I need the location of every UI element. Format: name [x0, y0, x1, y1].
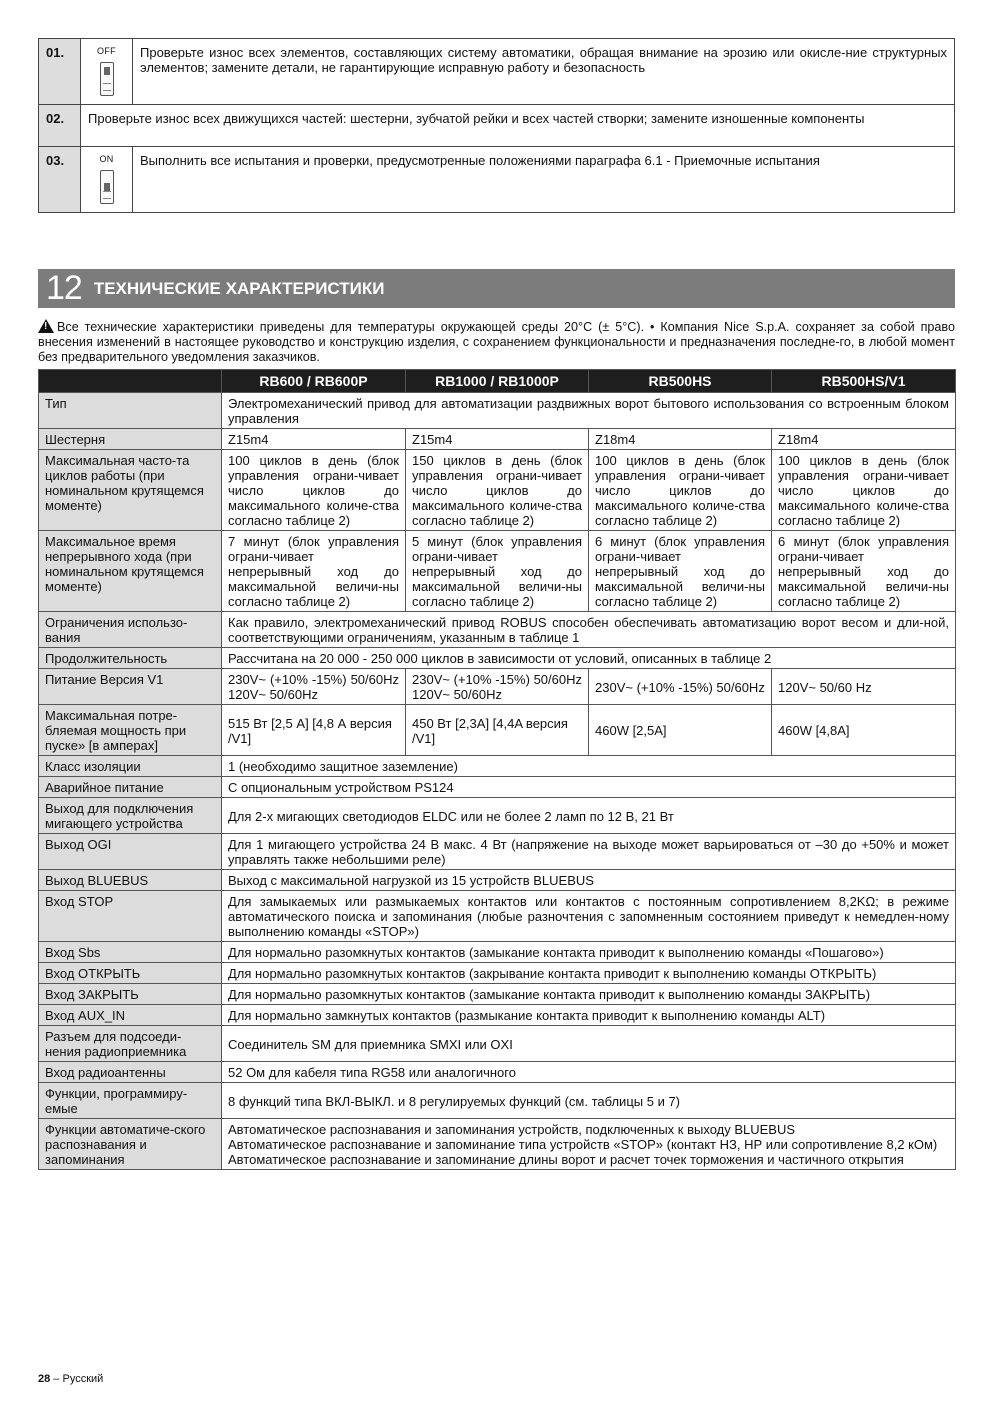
spec-row-aux	[39, 1005, 956, 1026]
spec-row-gear	[39, 429, 956, 450]
spec-value: 8 функций типа ВКЛ-ВЫКЛ. и 8 регулируемых функций (см. таблицы 5 и 7)	[222, 1083, 956, 1119]
spec-row-consumption	[39, 705, 956, 756]
spec-value: 7 минут (блок управления ограни-чивает непрерывный ход до максимальной величи-ны согласно таблице 2)	[222, 531, 406, 612]
spec-value: Для нормально замкнутых контактов (размыкание контакта приводит к выполнению команды ALT)	[222, 1005, 956, 1026]
header-model: RB500HS	[589, 370, 772, 393]
step-row	[39, 147, 955, 213]
spec-label: Вход ОТКРЫТЬ	[39, 963, 222, 984]
spec-row-radio	[39, 1026, 956, 1062]
spec-value: 100 циклов в день (блок управления ограни-чивает число циклов до максимального количе-ства согласно таблице 2)	[222, 450, 406, 531]
spec-row-ogi	[39, 834, 956, 870]
spec-label: Максимальная часто-та циклов работы (при номинальном крутящемся моменте)	[39, 450, 222, 531]
specifications-table	[38, 369, 956, 1170]
spec-row-sbs	[39, 942, 956, 963]
step-text: Проверьте износ всех движущихся частей: шестерни, зубчатой рейки и всех частей створки; замените изношенные компоненты	[81, 105, 955, 147]
spec-row-insulation	[39, 756, 956, 777]
spec-value: Z15m4	[406, 429, 589, 450]
spec-value: 120V~ 50/60 Hz	[772, 669, 956, 705]
spec-label: Максимальная потре-бляемая мощность при пуске» [в амперах]	[39, 705, 222, 756]
spec-value: 6 минут (блок управления ограни-чивает непрерывный ход до максимальной величи-ны согласно таблице 2)	[772, 531, 956, 612]
step-number: 01.	[39, 39, 81, 105]
spec-label: Шестерня	[39, 429, 222, 450]
spec-row-stop	[39, 891, 956, 942]
section-heading	[38, 269, 955, 308]
spec-value: Для нормально разомкнутых контактов (замыкание контакта приводит к выполнению команды ЗАКРЫТЬ)	[222, 984, 956, 1005]
spec-value: 5 минут (блок управления ограни-чивает непрерывный ход до максимальной величи-ны согласно таблице 2)	[406, 531, 589, 612]
spec-row-frequency	[39, 450, 956, 531]
step-row	[39, 39, 955, 105]
step-text: Проверьте износ всех элементов, составляющих систему автоматики, обращая внимание на эрозию или окисле-ние структурных элементов; замените детали, не гарантирующие исправную работу и безопасность	[133, 39, 955, 105]
spec-row-antenna	[39, 1062, 956, 1083]
spec-value: Соединитель SM для приемника SMXI или OXI	[222, 1026, 956, 1062]
spec-value: Рассчитана на 20 000 - 250 000 циклов в зависимости от условий, описанных в таблице 2	[222, 648, 956, 669]
spec-label: Аварийное питание	[39, 777, 222, 798]
spec-value: 1 (необходимо защитное заземление)	[222, 756, 956, 777]
spec-label: Разъем для подсоеди-нения радиоприемника	[39, 1026, 222, 1062]
spec-row-power	[39, 669, 956, 705]
spec-label: Выход OGI	[39, 834, 222, 870]
spec-value: Z18m4	[772, 429, 956, 450]
spec-value: Для 1 мигающего устройства 24 В макс. 4 Вт (напряжение на выходе может варьироваться от –30 до +50% и может управлять также небольшими реле)	[222, 834, 956, 870]
footer-separator: –	[50, 1373, 63, 1385]
header-model: RB600 / RB600P	[222, 370, 406, 393]
spec-value	[222, 1119, 956, 1170]
spec-value: Для 2-х мигающих светодиодов ELDC или не более 2 ламп по 12 В, 21 Вт	[222, 798, 956, 834]
spec-value-line: Автоматическое распознавания и запоминания устройств, подключенных к выходу BLUEBUS	[228, 1122, 796, 1137]
spec-label: Максимальное время непрерывного хода (при номинальном крутящемся моменте)	[39, 531, 222, 612]
section-number: 12	[46, 269, 82, 307]
spec-value: 6 минут (блок управления ограни-чивает непрерывный ход до максимальной величи-ны согласно таблице 2)	[589, 531, 772, 612]
page-footer	[38, 1373, 103, 1385]
step-number: 03.	[39, 147, 81, 213]
spec-row-auto	[39, 1119, 956, 1170]
spec-row-open	[39, 963, 956, 984]
spec-value: Z15m4	[222, 429, 406, 450]
spec-label: Функции автоматиче-ского распознавания и запоминания	[39, 1119, 222, 1170]
spec-value-line: Автоматическое распознавание и запоминание типа устройств «STOP» (контакт НЗ, НР или сопротивление 8,2 кОм)	[228, 1137, 938, 1152]
spec-row-continuous	[39, 531, 956, 612]
spec-value: Для замыкаемых или размыкаемых контактов или контактов с постоянным сопротивлением 8,2KΩ; в режиме автоматического поиска и запоминания (любые разночтения с запомненным состоянием приведут к немедлен-ному выполнению команды «STOP»)	[222, 891, 956, 942]
maintenance-steps-table	[38, 38, 955, 213]
spec-value: 460W [4,8A]	[772, 705, 956, 756]
switch-off-icon	[81, 39, 133, 105]
spec-row-emergency	[39, 777, 956, 798]
step-text: Выполнить все испытания и проверки, предусмотренные положениями параграфа 6.1 - Приемочные испытания	[133, 147, 955, 213]
spec-value: Z18m4	[589, 429, 772, 450]
spec-label: Вход радиоантенны	[39, 1062, 222, 1083]
step-row	[39, 105, 955, 147]
switch-label: ON	[99, 154, 114, 164]
header-empty	[39, 370, 222, 393]
switch-on-icon	[81, 147, 133, 213]
spec-label: Вход Sbs	[39, 942, 222, 963]
spec-row-duration	[39, 648, 956, 669]
spec-row-bluebus	[39, 870, 956, 891]
warning-icon	[38, 319, 54, 333]
spec-value: 230V~ (+10% -15%) 50/60Hz 120V~ 50/60Hz	[406, 669, 589, 705]
temperature-note	[38, 319, 955, 365]
spec-value: 460W [2,5A]	[589, 705, 772, 756]
spec-value: Электромеханический привод для автоматизации раздвижных ворот бытового использования со встроенным блоком управления	[222, 393, 956, 429]
spec-value: Выход с максимальной нагрузкой из 15 устройств BLUEBUS	[222, 870, 956, 891]
footer-language: Русский	[62, 1373, 104, 1385]
switch-label: OFF	[97, 46, 116, 56]
spec-value-line: Автоматическое распознавание и запоминание длины ворот и расчет точек торможения и частичного открытия	[228, 1152, 904, 1167]
spec-label: Выход для подключения мигающего устройства	[39, 798, 222, 834]
spec-label: Вход STOP	[39, 891, 222, 942]
spec-label: Класс изоляции	[39, 756, 222, 777]
spec-row-limits	[39, 612, 956, 648]
breaker-icon	[100, 62, 114, 96]
spec-label: Ограничения использо-вания	[39, 612, 222, 648]
spec-label: Функции, программиру-емые	[39, 1083, 222, 1119]
spec-row-type	[39, 393, 956, 429]
spec-value: Для нормально разомкнутых контактов (закрывание контакта приводит к выполнению команды ОТКРЫТЬ)	[222, 963, 956, 984]
spec-label: Питание Версия V1	[39, 669, 222, 705]
header-model: RB500HS/V1	[772, 370, 956, 393]
spec-row-close	[39, 984, 956, 1005]
spec-value: С опциональным устройством PS124	[222, 777, 956, 798]
spec-value: 515 Вт [2,5 A] [4,8 А версия /V1]	[222, 705, 406, 756]
spec-value: 100 циклов в день (блок управления ограни-чивает число циклов до максимального количе-ства согласно таблице 2)	[589, 450, 772, 531]
step-number: 02.	[39, 105, 81, 147]
spec-label: Выход BLUEBUS	[39, 870, 222, 891]
section-title: ТЕХНИЧЕСКИЕ ХАРАКТЕРИСТИКИ	[93, 278, 385, 298]
spec-value: 150 циклов в день (блок управления ограни-чивает число циклов до максимального количе-ства согласно таблице 2)	[406, 450, 589, 531]
spec-label: Продолжительность	[39, 648, 222, 669]
spec-row-flash	[39, 798, 956, 834]
spec-value: Для нормально разомкнутых контактов (замыкание контакта приводит к выполнению команды «Пошагово»)	[222, 942, 956, 963]
spec-label: Вход AUX_IN	[39, 1005, 222, 1026]
spec-value: 52 Ом для кабеля типа RG58 или аналогичного	[222, 1062, 956, 1083]
note-text: Все технические характеристики приведены для температуры окружающей среды 20°C (± 5°C). • Компания Nice S.p.A. сохраняет за собой право внесения изменений в настоящее руководство и конструкцию изделия, с сохранением функциональности и предназначения последне-го, в любой момент без предварительного уведомления заказчиков.	[38, 320, 955, 364]
spec-value: 230V~ (+10% -15%) 50/60Hz 120V~ 50/60Hz	[222, 669, 406, 705]
header-row	[39, 370, 956, 393]
breaker-icon	[100, 170, 114, 204]
spec-value: 450 Вт [2,3A] [4,4A версия /V1]	[406, 705, 589, 756]
spec-row-functions	[39, 1083, 956, 1119]
page-number: 28	[38, 1373, 51, 1385]
spec-value: 100 циклов в день (блок управления ограни-чивает число циклов до максимального количе-ства согласно таблице 2)	[772, 450, 956, 531]
header-model: RB1000 / RB1000P	[406, 370, 589, 393]
spec-value: 230V~ (+10% -15%) 50/60Hz	[589, 669, 772, 705]
spec-label: Вход ЗАКРЫТЬ	[39, 984, 222, 1005]
spec-label: Тип	[39, 393, 222, 429]
spec-value: Как правило, электромеханический привод ROBUS способен обеспечивать автоматизацию ворот весом и дли-ной, соответствующими ограничениям, указанным в таблице 1	[222, 612, 956, 648]
